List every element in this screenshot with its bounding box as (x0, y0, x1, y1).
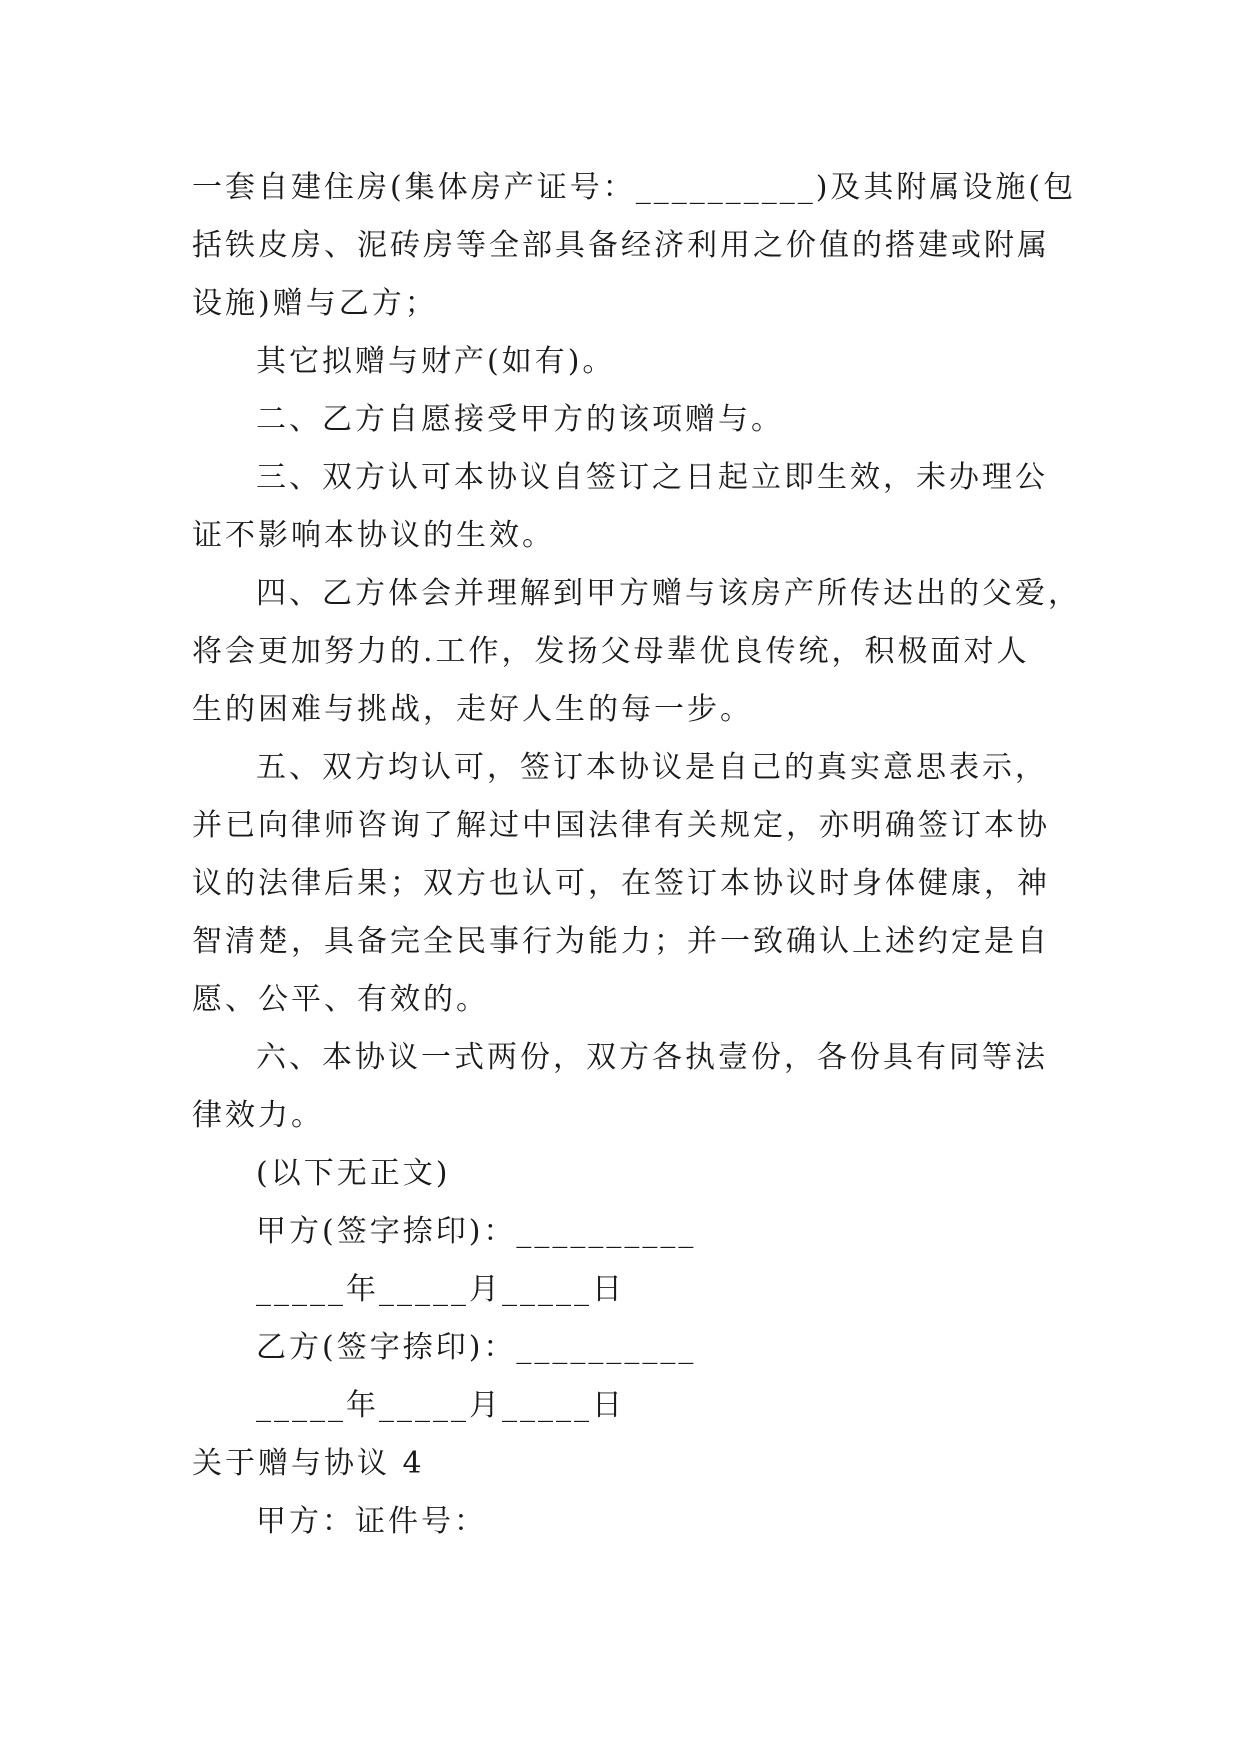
text-line: 律效力。 (192, 1098, 324, 1133)
text-line: 三、双方认可本协议自签订之日起立即生效，未办理公 (256, 460, 1048, 495)
text-line: 括铁皮房、泥砖房等全部具备经济利用之价值的搭建或附属 (192, 228, 1050, 263)
signature-line-party-a: 甲方(签字捺印)：__________ (256, 1214, 697, 1249)
text-line: 其它拟赠与财产(如有)。 (256, 344, 616, 379)
signature-line-party-b: 乙方(签字捺印)：__________ (256, 1330, 697, 1365)
text-line: 生的困难与挑战，走好人生的每一步。 (192, 692, 753, 727)
text-line: 将会更加努力的.工作，发扬父母辈优良传统，积极面对人 (192, 634, 1030, 669)
text-line: 四、乙方体会并理解到甲方赠与该房产所传达出的父爱， (256, 576, 1081, 611)
text-line: 愿、公平、有效的。 (192, 982, 489, 1017)
text-line: 五、双方均认可，签订本协议是自己的真实意思表示， (256, 750, 1048, 785)
text-line: 甲方：证件号： (256, 1504, 487, 1539)
text-line: 设施)赠与乙方； (192, 286, 438, 321)
text-line: 六、本协议一式两份，双方各执壹份，各份具有同等法 (256, 1040, 1048, 1075)
text-line: 智清楚，具备完全民事行为能力；并一致确认上述约定是自 (192, 924, 1050, 959)
text-line: 议的法律后果；双方也认可，在签订本协议时身体健康，神 (192, 866, 1050, 901)
text-line: 证不影响本协议的生效。 (192, 518, 555, 553)
text-line: (以下无正文) (256, 1156, 451, 1191)
text-line: 二、乙方自愿接受甲方的该项赠与。 (256, 402, 784, 437)
section-heading: 关于赠与协议 4 (192, 1446, 425, 1481)
date-line-party-a: _____年_____月_____日 (256, 1272, 625, 1307)
date-line-party-b: _____年_____月_____日 (256, 1388, 625, 1423)
text-line: 并已向律师咨询了解过中国法律有关规定，亦明确签订本协 (192, 808, 1050, 843)
text-line: 一套自建住房(集体房产证号：__________)及其附属设施(包 (192, 170, 1077, 205)
